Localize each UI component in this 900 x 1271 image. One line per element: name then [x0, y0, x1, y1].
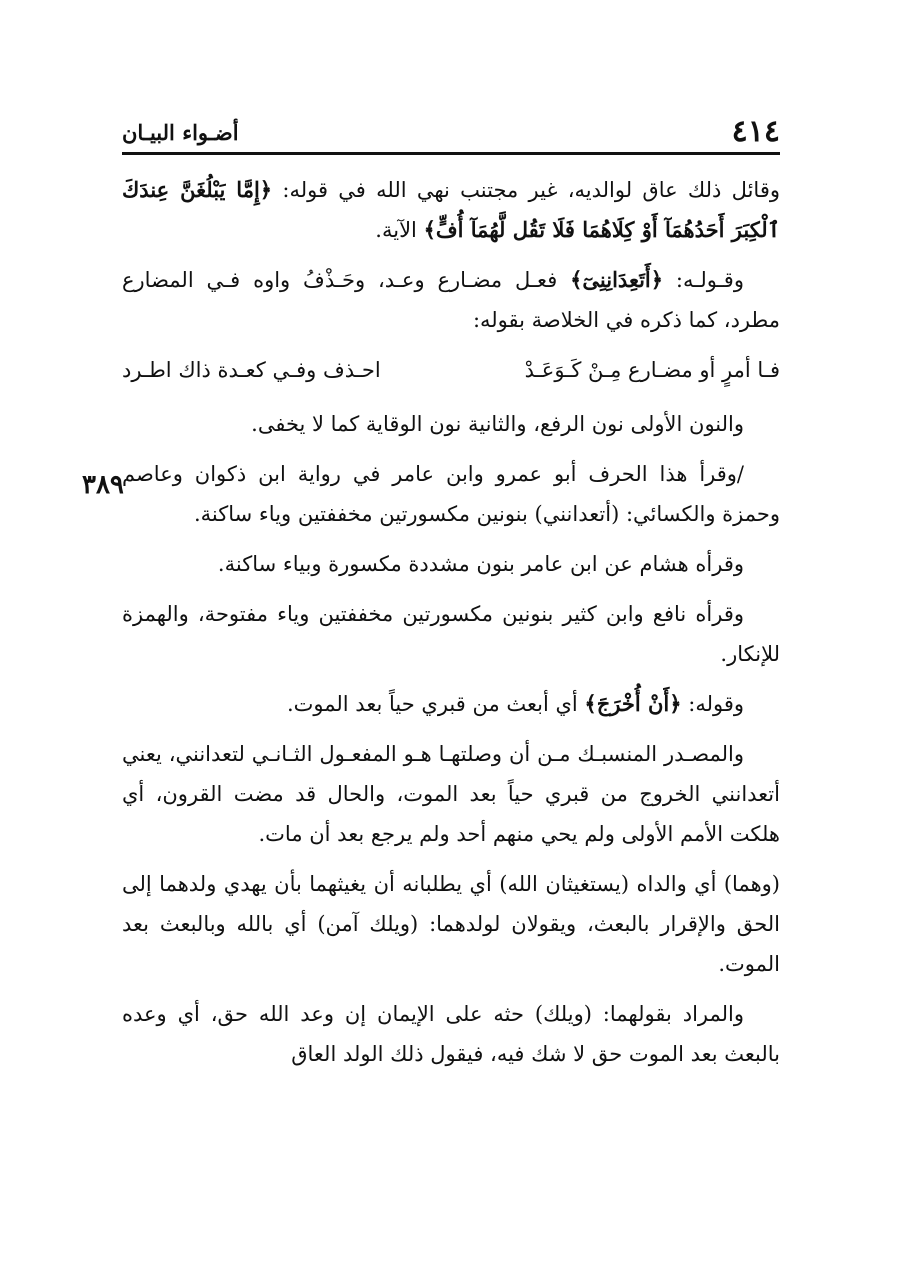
paragraph-10	[122, 994, 780, 1074]
page-number: ٤١٤	[731, 114, 780, 149]
quran-quote: ﴿إِمَّا يَبْلُغَنَّ عِندَكَ ٱلْكِبَرَ أَحَدُهُمَآ أَوْ كِلَاهُمَا فَلَا تَقُل لَّهُمَآ أُفٍّ﴾	[122, 177, 780, 242]
body-text	[122, 170, 780, 1084]
paragraph-4	[122, 454, 780, 534]
paragraph-3	[122, 404, 780, 444]
paragraph-tail: فعـل مضـارع وعـد، وحَـذْفُ واوه فـي المضارع مطرد، كما ذكره في الخلاصة بقوله:	[122, 268, 780, 332]
paragraph-text: والنون الأولى نون الرفع، والثانية نون الوقاية كما لا يخفى.	[251, 412, 744, 436]
verse-second-hemistich: احـذف وفـي كعـدة ذاك اطـرد	[122, 358, 381, 382]
running-title: أضـواء البيـان	[122, 120, 239, 145]
paragraph-text: وقرأه نافع وابن كثير بنونين مكسورتين مخففتين وياء مفتوحة، والهمزة للإنكار.	[122, 602, 780, 666]
paragraph-7	[122, 684, 780, 724]
paragraph-text: /وقرأ هذا الحرف أبو عمرو وابن عامر في رواية ابن ذكوان وعاصم وحمزة والكسائي: (أتعدانني) بنونين مكسورتين مخففتين وياء ساكنة.	[122, 462, 780, 526]
paragraph-1	[122, 170, 780, 250]
page-header	[122, 112, 780, 152]
paragraph-5	[122, 544, 780, 584]
quran-quote: ﴿أَنْ أُخْرَجَ﴾	[584, 691, 682, 716]
paragraph-text: وقوله:	[681, 692, 744, 716]
paragraph-text: (وهما) أي والداه (يستغيثان الله) أي يطلبانه أن يغيثهما بأن يهدي ولدهما إلى الحق والإقرار بالبعث، ويقولان لولدهما: (ويلك آمن) أي بالله وبالبعث بعد الموت.	[122, 872, 780, 976]
paragraph-tail: الآية.	[375, 218, 424, 242]
poetry-verse	[122, 350, 780, 390]
verse-first-hemistich: فـا أمرٍ أو مضـارع مِـنْ كَـوَعَـدْ	[524, 358, 780, 382]
header-divider	[122, 152, 780, 155]
paragraph-6	[122, 594, 780, 674]
paragraph-text: والمصـدر المنسبـك مـن أن وصلتهـا هـو المفعـول الثـانـي لتعدانني، يعني أتعدانني الخروج من قبري حياً بعد الموت، والحال قد مضت القرون، أي هلكت الأمم الأولى ولم يحي منهم أحد ولم يرجع بعد أن مات.	[122, 742, 780, 846]
quran-quote: ﴿أَتَعِدَانِنِىٓ﴾	[570, 267, 664, 292]
paragraph-text: وقرأه هشام عن ابن عامر بنون مشددة مكسورة وبياء ساكنة.	[217, 552, 744, 576]
paragraph-8	[122, 734, 780, 854]
paragraph-text: وقـولـه:	[663, 268, 744, 292]
margin-page-reference: ٣٨٩	[82, 470, 124, 500]
paragraph-9	[122, 864, 780, 984]
paragraph-text: والمراد بقولهما: (ويلك) حثه على الإيمان إن وعد الله حق، أي وعده بالبعث بعد الموت حق لا شك فيه، فيقول ذلك الولد العاق	[122, 1002, 780, 1066]
paragraph-text: وقائل ذلك عاق لوالديه، غير مجتنب نهي الله في قوله:	[272, 178, 780, 202]
paragraph-tail: أي أبعث من قبري حياً بعد الموت.	[286, 692, 585, 716]
paragraph-2	[122, 260, 780, 340]
